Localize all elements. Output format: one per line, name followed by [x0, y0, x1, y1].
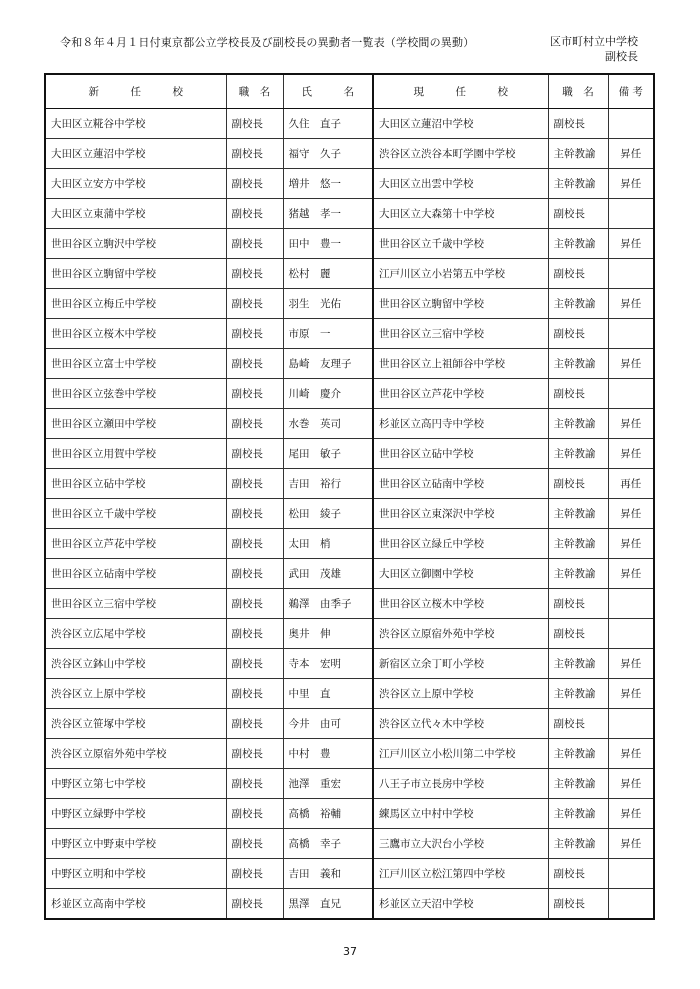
remarks-cell	[608, 619, 654, 649]
new-school-cell: 中野区立緑野中学校	[45, 799, 226, 829]
new-position-cell: 副校長	[226, 139, 283, 169]
new-school-cell: 世田谷区立梅丘中学校	[45, 289, 226, 319]
current-school-cell: 世田谷区立芦花中学校	[373, 379, 548, 409]
name-cell: 寺本 宏明	[283, 649, 373, 679]
table-row	[45, 619, 654, 649]
name-cell: 武田 茂雄	[283, 559, 373, 589]
current-position-cell: 副校長	[548, 859, 608, 889]
page-number: 37	[343, 945, 357, 958]
new-position-cell: 副校長	[226, 289, 283, 319]
new-position-cell: 副校長	[226, 799, 283, 829]
remarks-cell: 昇任	[608, 139, 654, 169]
table-row	[45, 199, 654, 229]
name-cell: 吉田 裕行	[283, 469, 373, 499]
header-current-position: 職 名	[548, 74, 608, 109]
current-school-cell: 練馬区立中村中学校	[373, 799, 548, 829]
current-position-cell: 主幹教諭	[548, 799, 608, 829]
current-position-cell: 主幹教諭	[548, 499, 608, 529]
new-school-cell: 渋谷区立原宿外苑中学校	[45, 739, 226, 769]
header-current-school: 現 任 校	[373, 74, 548, 109]
new-school-cell: 大田区立東蒲中学校	[45, 199, 226, 229]
name-cell: 猪越 孝一	[283, 199, 373, 229]
current-school-cell: 八王子市立長房中学校	[373, 769, 548, 799]
remarks-cell: 昇任	[608, 769, 654, 799]
remarks-cell: 昇任	[608, 349, 654, 379]
current-school-cell: 世田谷区立上祖師谷中学校	[373, 349, 548, 379]
new-position-cell: 副校長	[226, 859, 283, 889]
new-position-cell: 副校長	[226, 409, 283, 439]
table-row	[45, 109, 654, 139]
table-row	[45, 319, 654, 349]
table-row	[45, 859, 654, 889]
remarks-cell: 昇任	[608, 289, 654, 319]
new-school-cell: 大田区立安方中学校	[45, 169, 226, 199]
category-school-type: 区市町村立中学校	[550, 35, 638, 48]
new-position-cell: 副校長	[226, 829, 283, 859]
header-new-position: 職 名	[226, 74, 283, 109]
new-position-cell: 副校長	[226, 529, 283, 559]
current-school-cell: 江戸川区立松江第四中学校	[373, 859, 548, 889]
name-cell: 高橋 裕輔	[283, 799, 373, 829]
table-row	[45, 379, 654, 409]
current-school-cell: 世田谷区立砧南中学校	[373, 469, 548, 499]
name-cell: 増井 悠一	[283, 169, 373, 199]
table-row	[45, 469, 654, 499]
remarks-cell: 昇任	[608, 439, 654, 469]
remarks-cell: 昇任	[608, 169, 654, 199]
name-cell: 尾田 敏子	[283, 439, 373, 469]
new-school-cell: 世田谷区立砧南中学校	[45, 559, 226, 589]
remarks-cell: 昇任	[608, 739, 654, 769]
new-school-cell: 大田区立蓮沼中学校	[45, 139, 226, 169]
current-position-cell: 主幹教諭	[548, 739, 608, 769]
remarks-cell: 昇任	[608, 409, 654, 439]
new-position-cell: 副校長	[226, 259, 283, 289]
current-position-cell: 主幹教諭	[548, 349, 608, 379]
new-position-cell: 副校長	[226, 889, 283, 920]
current-school-cell: 渋谷区立渋谷本町学園中学校	[373, 139, 548, 169]
remarks-cell: 再任	[608, 469, 654, 499]
remarks-cell: 昇任	[608, 679, 654, 709]
new-school-cell: 渋谷区立鉢山中学校	[45, 649, 226, 679]
table-row	[45, 289, 654, 319]
table-row	[45, 649, 654, 679]
name-cell: 奥井 伸	[283, 619, 373, 649]
remarks-cell	[608, 259, 654, 289]
name-cell: 今井 由可	[283, 709, 373, 739]
table-row	[45, 409, 654, 439]
current-school-cell: 世田谷区立駒留中学校	[373, 289, 548, 319]
current-school-cell: 新宿区立余丁町小学校	[373, 649, 548, 679]
remarks-cell	[608, 589, 654, 619]
current-position-cell: 主幹教諭	[548, 169, 608, 199]
table-row	[45, 439, 654, 469]
current-position-cell: 副校長	[548, 589, 608, 619]
name-cell: 川崎 慶介	[283, 379, 373, 409]
new-position-cell: 副校長	[226, 499, 283, 529]
category-position: 副校長	[605, 50, 638, 63]
current-school-cell: 世田谷区立東深沢中学校	[373, 499, 548, 529]
current-school-cell: 大田区立大森第十中学校	[373, 199, 548, 229]
new-school-cell: 世田谷区立砧中学校	[45, 469, 226, 499]
current-school-cell: 杉並区立高円寺中学校	[373, 409, 548, 439]
current-school-cell: 渋谷区立代々木中学校	[373, 709, 548, 739]
table-row	[45, 589, 654, 619]
header-remarks: 備 考	[608, 74, 654, 109]
remarks-cell: 昇任	[608, 229, 654, 259]
remarks-cell	[608, 319, 654, 349]
new-position-cell: 副校長	[226, 169, 283, 199]
table-row	[45, 679, 654, 709]
new-position-cell: 副校長	[226, 769, 283, 799]
current-position-cell: 主幹教諭	[548, 139, 608, 169]
document-title: 令和８年４月１日付東京都公立学校長及び副校長の異動者一覧表（学校間の異動）	[60, 36, 475, 49]
new-position-cell: 副校長	[226, 589, 283, 619]
new-school-cell: 渋谷区立笹塚中学校	[45, 709, 226, 739]
remarks-cell: 昇任	[608, 499, 654, 529]
new-position-cell: 副校長	[226, 379, 283, 409]
new-position-cell: 副校長	[226, 319, 283, 349]
name-cell: 福守 久子	[283, 139, 373, 169]
current-school-cell: 三鷹市立大沢台小学校	[373, 829, 548, 859]
table-row	[45, 889, 654, 920]
new-school-cell: 中野区立第七中学校	[45, 769, 226, 799]
new-school-cell: 渋谷区立上原中学校	[45, 679, 226, 709]
remarks-cell: 昇任	[608, 649, 654, 679]
remarks-cell: 昇任	[608, 529, 654, 559]
new-school-cell: 大田区立糀谷中学校	[45, 109, 226, 139]
name-cell: 鵜澤 由季子	[283, 589, 373, 619]
table-row	[45, 259, 654, 289]
table-row	[45, 229, 654, 259]
name-cell: 市原 一	[283, 319, 373, 349]
current-school-cell: 世田谷区立砧中学校	[373, 439, 548, 469]
current-position-cell: 副校長	[548, 259, 608, 289]
new-position-cell: 副校長	[226, 739, 283, 769]
name-cell: 水巻 英司	[283, 409, 373, 439]
new-school-cell: 世田谷区立富士中学校	[45, 349, 226, 379]
current-position-cell: 副校長	[548, 379, 608, 409]
table-row	[45, 799, 654, 829]
new-school-cell: 世田谷区立駒沢中学校	[45, 229, 226, 259]
table-row	[45, 139, 654, 169]
current-school-cell: 世田谷区立千歳中学校	[373, 229, 548, 259]
new-position-cell: 副校長	[226, 649, 283, 679]
new-position-cell: 副校長	[226, 229, 283, 259]
current-position-cell: 主幹教諭	[548, 559, 608, 589]
current-position-cell: 副校長	[548, 199, 608, 229]
header-name: 氏 名	[283, 74, 373, 109]
name-cell: 羽生 光佑	[283, 289, 373, 319]
table-row	[45, 349, 654, 379]
current-position-cell: 主幹教諭	[548, 439, 608, 469]
current-school-cell: 大田区立蓮沼中学校	[373, 109, 548, 139]
current-school-cell: 大田区立出雲中学校	[373, 169, 548, 199]
name-cell: 松村 麗	[283, 259, 373, 289]
new-school-cell: 世田谷区立瀬田中学校	[45, 409, 226, 439]
new-position-cell: 副校長	[226, 679, 283, 709]
current-school-cell: 世田谷区立緑丘中学校	[373, 529, 548, 559]
current-position-cell: 主幹教諭	[548, 679, 608, 709]
name-cell: 中里 直	[283, 679, 373, 709]
table-row	[45, 559, 654, 589]
remarks-cell: 昇任	[608, 799, 654, 829]
table-row	[45, 829, 654, 859]
new-school-cell: 世田谷区立三宿中学校	[45, 589, 226, 619]
new-school-cell: 杉並区立高南中学校	[45, 889, 226, 920]
new-position-cell: 副校長	[226, 199, 283, 229]
remarks-cell	[608, 709, 654, 739]
name-cell: 黒澤 直兄	[283, 889, 373, 920]
name-cell: 吉田 義和	[283, 859, 373, 889]
current-school-cell: 世田谷区立桜木中学校	[373, 589, 548, 619]
current-position-cell: 副校長	[548, 469, 608, 499]
current-position-cell: 主幹教諭	[548, 409, 608, 439]
new-position-cell: 副校長	[226, 709, 283, 739]
new-school-cell: 世田谷区立駒留中学校	[45, 259, 226, 289]
remarks-cell: 昇任	[608, 829, 654, 859]
remarks-cell	[608, 379, 654, 409]
table-row	[45, 529, 654, 559]
name-cell: 松田 綾子	[283, 499, 373, 529]
current-position-cell: 主幹教諭	[548, 529, 608, 559]
name-cell: 池澤 重宏	[283, 769, 373, 799]
table-row	[45, 769, 654, 799]
new-school-cell: 世田谷区立弦巻中学校	[45, 379, 226, 409]
current-position-cell: 主幹教諭	[548, 769, 608, 799]
transfer-table	[44, 73, 655, 920]
current-school-cell: 江戸川区立小松川第二中学校	[373, 739, 548, 769]
current-position-cell: 副校長	[548, 109, 608, 139]
table-row	[45, 709, 654, 739]
current-position-cell: 主幹教諭	[548, 289, 608, 319]
current-position-cell: 副校長	[548, 709, 608, 739]
current-position-cell: 副校長	[548, 889, 608, 920]
new-position-cell: 副校長	[226, 109, 283, 139]
new-school-cell: 中野区立中野東中学校	[45, 829, 226, 859]
current-school-cell: 渋谷区立上原中学校	[373, 679, 548, 709]
current-position-cell: 副校長	[548, 619, 608, 649]
table-row	[45, 169, 654, 199]
remarks-cell	[608, 199, 654, 229]
new-school-cell: 渋谷区立広尾中学校	[45, 619, 226, 649]
new-school-cell: 世田谷区立用賀中学校	[45, 439, 226, 469]
name-cell: 太田 梢	[283, 529, 373, 559]
header-new-school: 新 任 校	[45, 74, 226, 109]
table-row	[45, 499, 654, 529]
new-school-cell: 中野区立明和中学校	[45, 859, 226, 889]
current-school-cell: 渋谷区立原宿外苑中学校	[373, 619, 548, 649]
new-school-cell: 世田谷区立桜木中学校	[45, 319, 226, 349]
new-position-cell: 副校長	[226, 469, 283, 499]
current-position-cell: 主幹教諭	[548, 229, 608, 259]
name-cell: 田中 豊一	[283, 229, 373, 259]
name-cell: 高橋 幸子	[283, 829, 373, 859]
remarks-cell	[608, 859, 654, 889]
new-school-cell: 世田谷区立千歳中学校	[45, 499, 226, 529]
current-school-cell: 大田区立御園中学校	[373, 559, 548, 589]
current-position-cell: 副校長	[548, 319, 608, 349]
current-school-cell: 江戸川区立小岩第五中学校	[373, 259, 548, 289]
category-label	[550, 34, 638, 64]
name-cell: 久住 直子	[283, 109, 373, 139]
remarks-cell	[608, 889, 654, 920]
remarks-cell	[608, 109, 654, 139]
new-school-cell: 世田谷区立芦花中学校	[45, 529, 226, 559]
table-header-row	[45, 74, 654, 109]
name-cell: 島崎 友理子	[283, 349, 373, 379]
new-position-cell: 副校長	[226, 349, 283, 379]
remarks-cell: 昇任	[608, 559, 654, 589]
current-school-cell: 杉並区立天沼中学校	[373, 889, 548, 920]
new-position-cell: 副校長	[226, 559, 283, 589]
table-row	[45, 739, 654, 769]
new-position-cell: 副校長	[226, 439, 283, 469]
current-position-cell: 主幹教諭	[548, 649, 608, 679]
current-school-cell: 世田谷区立三宿中学校	[373, 319, 548, 349]
new-position-cell: 副校長	[226, 619, 283, 649]
name-cell: 中村 豊	[283, 739, 373, 769]
current-position-cell: 主幹教諭	[548, 829, 608, 859]
